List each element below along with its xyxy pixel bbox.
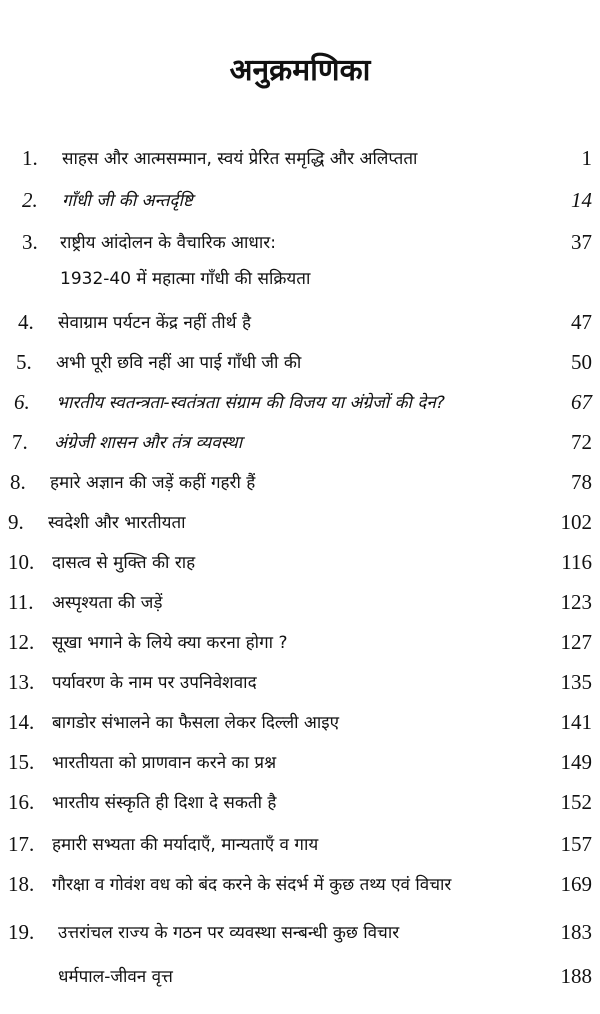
toc-text: भारतीय स्वतन्त्रता-स्वतंत्रता संग्राम की विजय या अंग्रेजों की देन? [56,393,445,413]
toc-number: 10. [8,550,35,574]
toc-entry [0,624,600,664]
toc-text: भारतीयता को प्राणवान करने का प्रश्न [52,753,277,773]
toc-number: 3. [22,230,38,254]
toc-number: 13. [8,670,35,694]
toc-text: साहस और आत्मसम्मान, स्वयं प्रेरित समृद्धि और अलिप्तता [62,149,418,169]
toc-entry [0,704,600,744]
toc-page: 14 [571,188,592,212]
toc-entry [0,140,600,180]
toc-entry [0,664,600,704]
toc-number: 19. [8,920,35,944]
toc-page: 149 [560,750,592,774]
toc-number: 14. [8,710,35,734]
toc-page: 141 [560,710,592,734]
toc-entry [0,504,600,544]
toc-entry [0,866,600,906]
toc-entry [0,958,600,998]
toc-number: 17. [8,832,35,856]
toc-text: गाँधी जी की अन्तर्दृष्टि [62,191,193,211]
toc-number: 16. [8,790,35,814]
toc-page: 152 [560,790,592,814]
toc-number: 8. [10,470,26,494]
toc-page: 67 [571,390,592,414]
toc-page: 116 [561,550,592,574]
toc-entry [0,744,600,784]
toc-page: 188 [560,964,592,988]
toc-page: 169 [560,872,592,896]
toc-number: 18. [8,872,35,896]
toc-text: भारतीय संस्कृति ही दिशा दे सकती है [52,793,277,813]
toc-entry [0,344,600,384]
toc-entry [0,784,600,824]
page-title: अनुक्रमणिका [229,53,371,88]
toc-entry [0,584,600,624]
toc-page: 72 [571,430,592,454]
toc-page: 37 [571,230,592,254]
toc-page: 47 [571,310,592,334]
toc-entry [0,424,600,464]
toc-entry [0,914,600,954]
toc-text: उत्तरांचल राज्य के गठन पर व्यवस्था सन्बन्धी कुछ विचार [58,923,400,943]
toc-text: स्वदेशी और भारतीयता [48,513,186,533]
toc-page: 1 [581,146,592,170]
toc-page: 127 [560,630,592,654]
toc-number: 6. [14,390,30,414]
toc-page: 183 [560,920,592,944]
toc-entry [0,544,600,584]
toc-text: सूखा भगाने के लिये क्या करना होगा ? [52,633,288,653]
toc-page: 135 [560,670,592,694]
toc-entry [0,224,600,264]
toc-number: 12. [8,630,35,654]
toc-entry [0,826,600,866]
toc-text: हमारी सभ्यता की मर्यादाएँ, मान्यताएँ व गाय [52,835,319,855]
toc-text: 1932-40 में महात्मा गाँधी की सक्रियता [60,269,311,289]
toc-number: 7. [12,430,28,454]
toc-entry-continuation [0,260,600,300]
toc-number: 11. [8,590,34,614]
toc-page: 78 [571,470,592,494]
toc-text: धर्मपाल-जीवन वृत्त [58,967,173,987]
toc-page: 123 [560,590,592,614]
toc-number: 9. [8,510,24,534]
toc-text: गौरक्षा व गोवंश वध को बंद करने के संदर्भ में कुछ तथ्य एवं विचार [52,875,452,895]
toc-text: अभी पूरी छवि नहीं आ पाई गाँधी जी की [56,353,302,373]
toc-number: 1. [22,146,38,170]
toc-number: 5. [16,350,32,374]
toc-text: दासत्व से मुक्ति की राह [52,553,196,573]
toc-text: सेवाग्राम पर्यटन केंद्र नहीं तीर्थ है [58,313,251,333]
toc-entry [0,384,600,424]
toc-entry [0,464,600,504]
toc-page: 157 [560,832,592,856]
toc-text: राष्ट्रीय आंदोलन के वैचारिक आधार: [60,233,276,253]
toc-text: अस्पृश्यता की जड़ें [52,593,163,613]
toc-text: अंग्रेजी शासन और तंत्र व्यवस्था [54,433,243,453]
toc-page: 50 [571,350,592,374]
toc-page: 102 [560,510,592,534]
toc-number: 2. [22,188,38,212]
toc-number: 4. [18,310,34,334]
toc-entry [0,182,600,222]
toc-entry [0,304,600,344]
toc-text: बागडोर संभालने का फैसला लेकर दिल्ली आइए [52,713,340,733]
toc-text: पर्यावरण के नाम पर उपनिवेशवाद [52,673,257,693]
toc-text: हमारे अज्ञान की जड़ें कहीं गहरी हैं [50,473,256,493]
toc-number: 15. [8,750,35,774]
